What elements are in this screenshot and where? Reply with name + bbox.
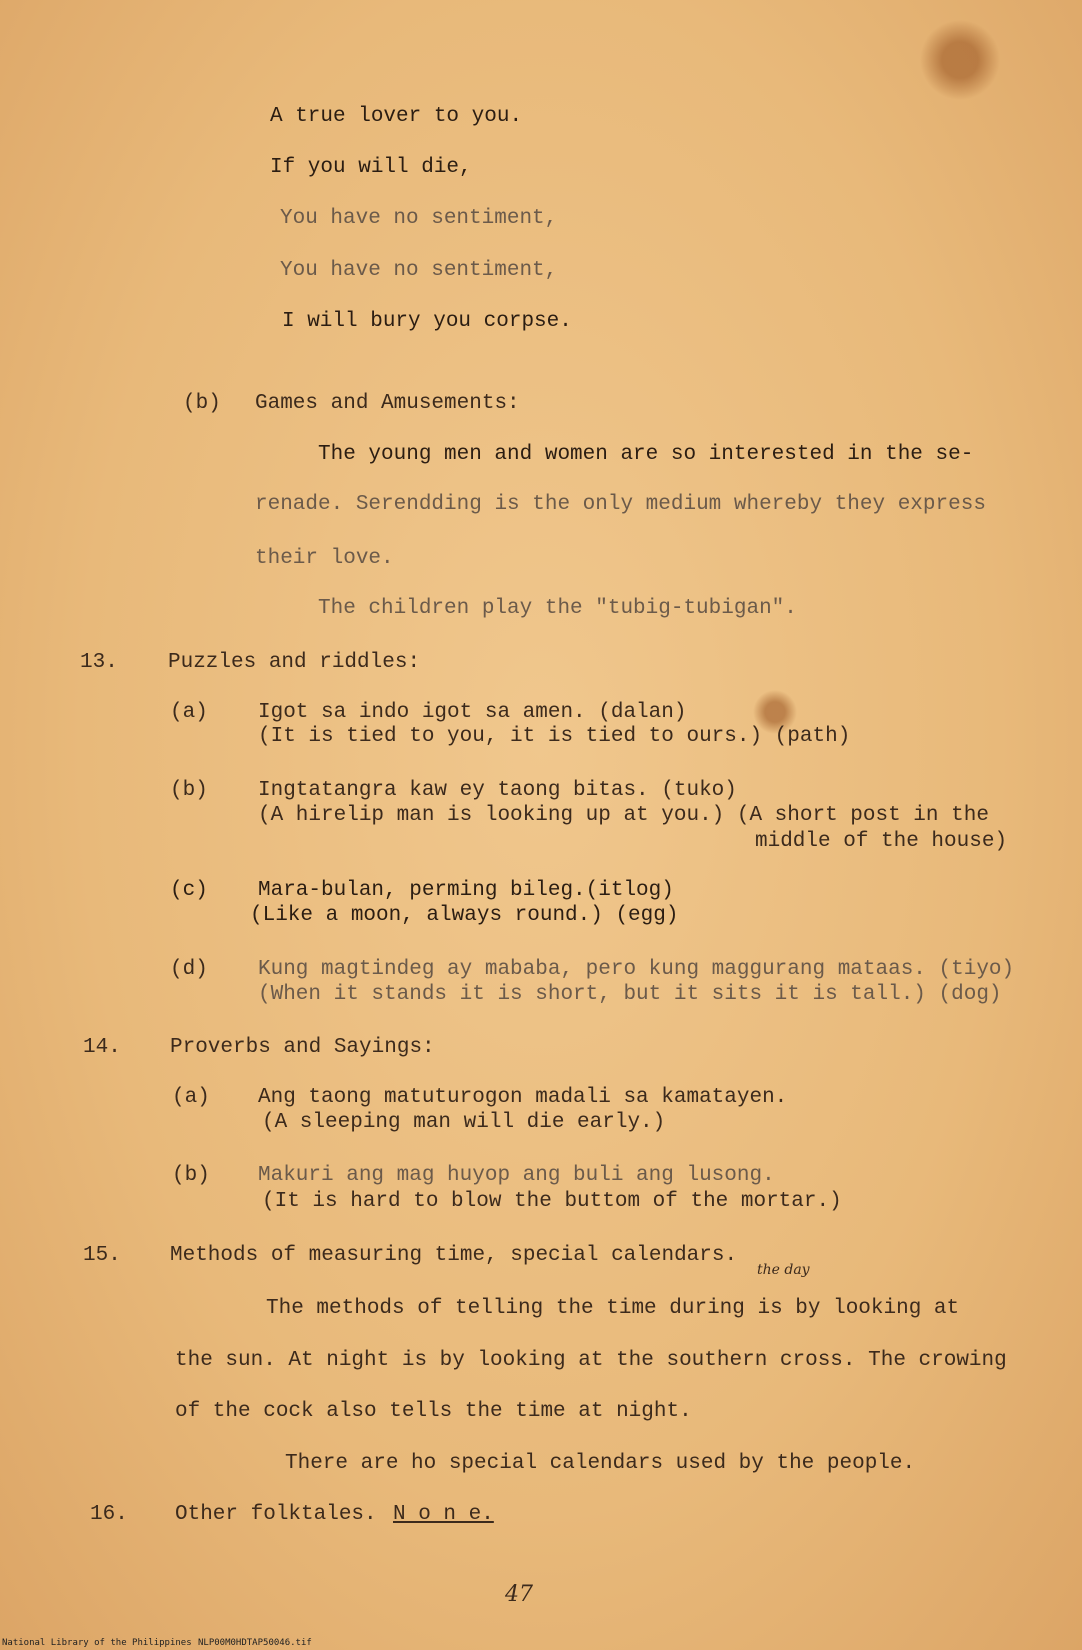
footer-library: National Library of the Philippines: [2, 1638, 192, 1648]
games-label: (b): [183, 392, 221, 415]
riddle-c-line-2: (Like a moon, always round.) (egg): [250, 904, 679, 927]
section-13-number: 13.: [80, 651, 118, 674]
time-para1-line-3: of the cock also tells the time at night.: [175, 1400, 692, 1423]
proverb-b-line-2: (It is hard to blow the buttom of the mortar.): [262, 1190, 842, 1213]
time-para1-line-1: The methods of telling the time during is by looking at: [266, 1297, 960, 1320]
page-number: 47: [505, 1582, 533, 1607]
section-13-heading: Puzzles and riddles:: [168, 651, 421, 674]
riddle-c-line-1: Mara-bulan, perming bileg.(itlog): [258, 879, 674, 902]
handwritten-insert: the day: [757, 1262, 810, 1278]
riddle-b-label: (b): [170, 779, 208, 802]
poem-line-3: You have no sentiment,: [280, 207, 558, 230]
riddle-d-line-1: Kung magtindeg ay mababa, pero kung maggurang mataas. (tiyo): [258, 958, 1015, 981]
games-heading: Games and Amusements:: [255, 392, 520, 415]
poem-line-4: You have no sentiment,: [280, 259, 558, 282]
time-para1-line-2: the sun. At night is by looking at the southern cross. The crowing: [175, 1349, 1007, 1372]
proverb-a-line-2: (A sleeping man will die early.): [262, 1111, 666, 1134]
proverb-b-label: (b): [172, 1164, 210, 1187]
games-para1-line-3: their love.: [255, 547, 394, 570]
section-16-text: Other folktales.: [175, 1503, 377, 1526]
time-para2: There are ho special calendars used by the people.: [285, 1452, 916, 1475]
games-para2: The children play the "tubig-tubigan".: [318, 597, 797, 620]
riddle-b-line-2: (A hirelip man is looking up at you.) (A short post in the: [258, 804, 989, 827]
riddle-d-label: (d): [170, 958, 208, 981]
section-16-number: 16.: [90, 1503, 128, 1526]
poem-line-5: I will bury you corpse.: [282, 310, 572, 333]
riddle-d-line-2: (When it stands it is short, but it sits it is tall.) (dog): [258, 983, 1002, 1006]
riddle-c-label: (c): [170, 879, 208, 902]
games-para1-line-1: The young men and women are so interested in the se-: [318, 443, 974, 466]
section-15-heading: Methods of measuring time, special calendars.: [170, 1244, 738, 1267]
riddle-a-line-1: Igot sa indo igot sa amen. (dalan): [258, 701, 687, 724]
riddle-a-line-2: (It is tied to you, it is tied to ours.) (path): [258, 725, 851, 748]
poem-line-1: A true lover to you.: [270, 105, 523, 128]
riddle-b-line-1: Ingtatangra kaw ey taong bitas. (tuko): [258, 779, 737, 802]
proverb-a-line-1: Ang taong matuturogon madali sa kamatayen.: [258, 1086, 788, 1109]
riddle-a-label: (a): [170, 701, 208, 724]
section-16-value: N o n e.: [393, 1503, 494, 1526]
section-14-heading: Proverbs and Sayings:: [170, 1036, 435, 1059]
section-15-number: 15.: [83, 1244, 121, 1267]
section-14-number: 14.: [83, 1036, 121, 1059]
riddle-b-line-3: middle of the house): [755, 830, 1008, 853]
games-para1-line-2: renade. Serendding is the only medium whereby they express: [255, 493, 986, 516]
poem-line-2: If you will die,: [270, 156, 472, 179]
proverb-a-label: (a): [172, 1086, 210, 1109]
footer-file: NLP00M0HDTAP50046.tif: [198, 1638, 312, 1648]
proverb-b-line-1: Makuri ang mag huyop ang buli ang lusong.: [258, 1164, 775, 1187]
